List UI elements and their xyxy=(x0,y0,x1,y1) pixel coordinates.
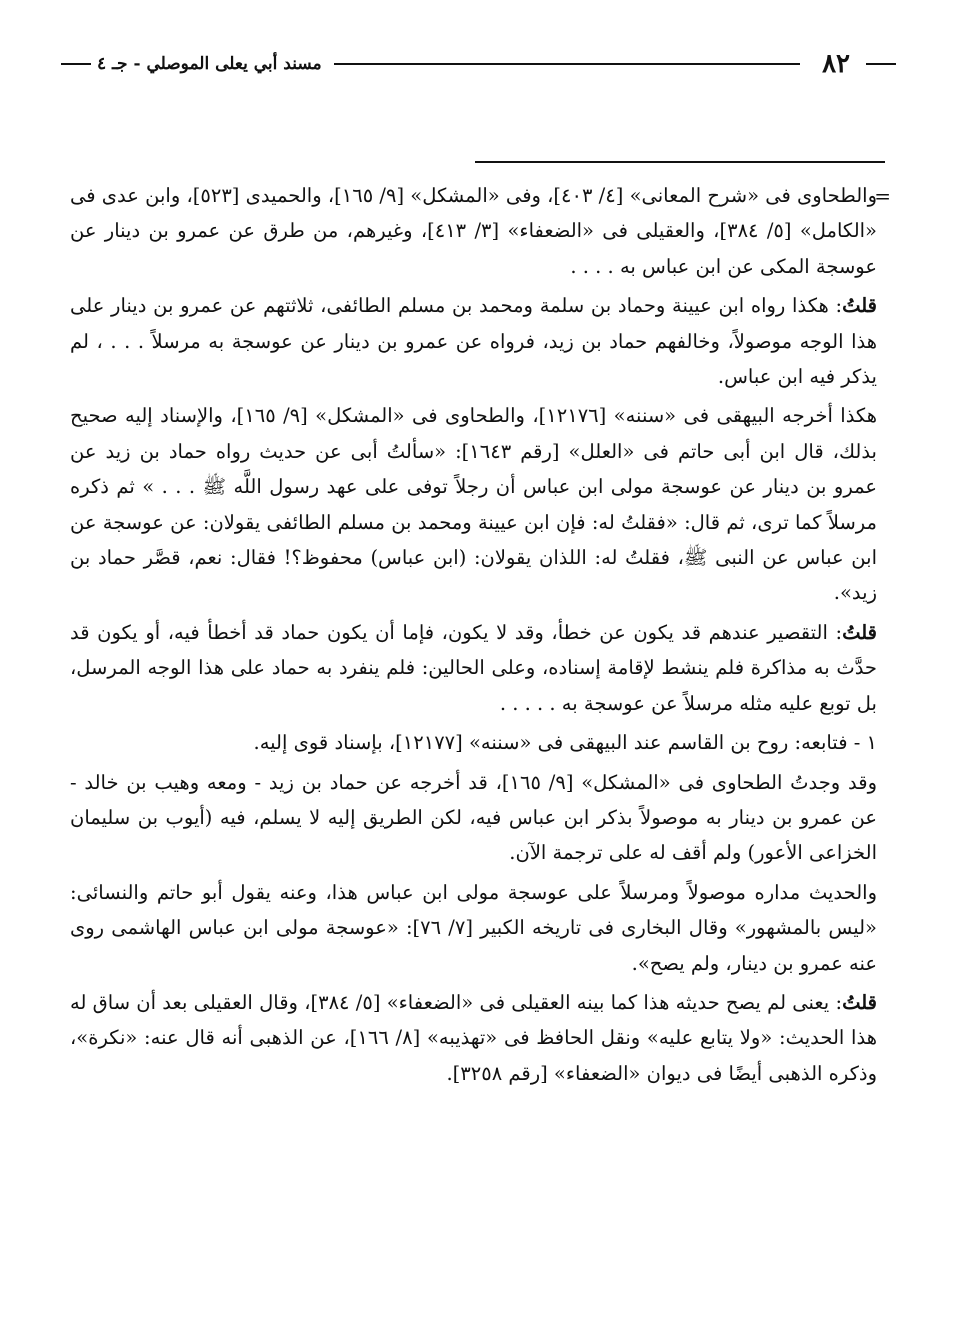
paragraph-2 xyxy=(70,288,877,394)
paragraph-text: : يعنى لم يصح حديثه هذا كما بينه العقيلى فى «الضعفاء» [٥/ ٣٨٤]، وقال العقيلى بعد أن ساق له هذا الحديث: «ولا يتابع عليه» ونقل الحافظ فى «تهذيبه» [٨/ ١٦٦]، عن الذهبى أنه قال عنه: «نكرة»، وذكره الذهبى أيضًا فى ديوان «الضعفاء» [رقم ٣٢٥٨]. xyxy=(70,990,877,1085)
paragraph-1 xyxy=(70,178,877,284)
paragraph-6 xyxy=(70,765,877,871)
paragraph-8 xyxy=(70,985,877,1091)
footnote-separator xyxy=(475,161,885,163)
page-number: ٨٢ xyxy=(822,49,850,79)
paragraph-text: : التقصير عندهم قد يكون عن خطأ، وقد لا يكون، فإما أن يكون حماد قد أخطأ فيه، أو يكون قد حدَّث به مذاكرة فلم ينشط لإقامة إسناده، وعلى الحالين: فلم ينفرد به حماد على هذا الوجه المرسل، بل توبع عليه مثله مرسلاً عن عوسجة به . . . . . xyxy=(70,620,877,715)
footnote-body xyxy=(70,178,877,1095)
paragraph-text: والحديث مداره موصولاً ومرسلاً على عوسجة مولى ابن عباس هذا، وعنه يقول أبو حاتم والنسائى: «ليس بالمشهور» وقال البخارى فى تاريخه الكبير [٧/ ٧٦]: «عوسجة مولى ابن عباس الهاشمى روى عنه عمرو بن دينار، ولم يصح». xyxy=(70,880,877,975)
paragraph-text: ١ - فتابعه: روح بن القاسم عند البيهقى فى «سننه» [١٢١٧٧]، بإسناد قوى إليه. xyxy=(253,731,877,755)
paragraph-lead: قلتُ xyxy=(842,620,877,644)
header-dash-left xyxy=(61,63,91,65)
book-title: مسند أبي يعلى الموصلي - جـ ٤ xyxy=(97,54,322,74)
header-dash-right xyxy=(866,63,896,65)
paragraph-3 xyxy=(70,398,877,610)
running-header xyxy=(55,48,902,80)
paragraph-text: هكذا أخرجه البيهقى فى «سننه» [١٢١٧٦]، والطحاوى فى «المشكل» [٩/ ١٦٥]، والإسناد إليه صحيح بذلك، قال ابن أبى حاتم فى «العلل» [رقم ١٦٤٣]: «سألتُ أبى عن حديث رواه حماد بن زيد عن عمرو بن دينار عن عوسجة مولى ابن عباس أن رجلاً توفى على عهد رسول اللَّه ﷺ . . . » ثم ذكره مرسلاً كما ترى، ثم قال: «فقلتُ له: فإن ابن عيينة ومحمد بن مسلم الطائفى يقولان: عن عوسجة عن ابن عباس عن النبى ﷺ، فقلتُ له: اللذان يقولان: (ابن عباس) محفوظ؟! فقال: نعم، قصَّر حماد بن زيد». xyxy=(70,404,877,605)
paragraph-text: وقد وجدتُ الطحاوى فى «المشكل» [٩/ ١٦٥]، قد أخرجه عن حماد بن زيد - ومعه وهيب بن خالد - عن عمرو بن دينار به موصولاً بذكر ابن عباس فيه، لكن الطريق إليه لا يسلم، فيه (أيوب بن سليمان الخزاعى الأعور) ولم أقف له على ترجمة الآن. xyxy=(70,770,877,865)
paragraph-text: : هكذا رواه ابن عيينة وحماد بن سلمة ومحمد بن مسلم الطائفى، ثلاثتهم عن عمرو بن دينار على هذا الوجه موصولاً، وخالفهم حماد بن زيد، فرواه عن عمرو بن دينار عن عوسجة به مرسلاً . . . ، لم يذكر فيه ابن عباس. xyxy=(70,294,877,389)
header-rule xyxy=(334,63,800,65)
paragraph-text: والطحاوى فى «شرح المعانى» [٤/ ٤٠٣]، وفى «المشكل» [٩/ ١٦٥]، والحميدى [٥٢٣]، وابن عدى فى «الكامل» [٥/ ٣٨٤]، والعقيلى فى «الضعفاء» [٣/ ٤١٣]، وغيرهم، من طرق عن عمرو بن دينار عن عوسجة المكى عن ابن عباس به . . . . xyxy=(70,184,877,278)
paragraph-4 xyxy=(70,615,877,721)
paragraph-lead: قلتُ xyxy=(842,990,877,1014)
continuation-mark: = xyxy=(874,184,891,208)
paragraph-lead: قلتُ xyxy=(842,294,877,318)
paragraph-5 xyxy=(70,725,877,760)
paragraph-7 xyxy=(70,875,877,981)
